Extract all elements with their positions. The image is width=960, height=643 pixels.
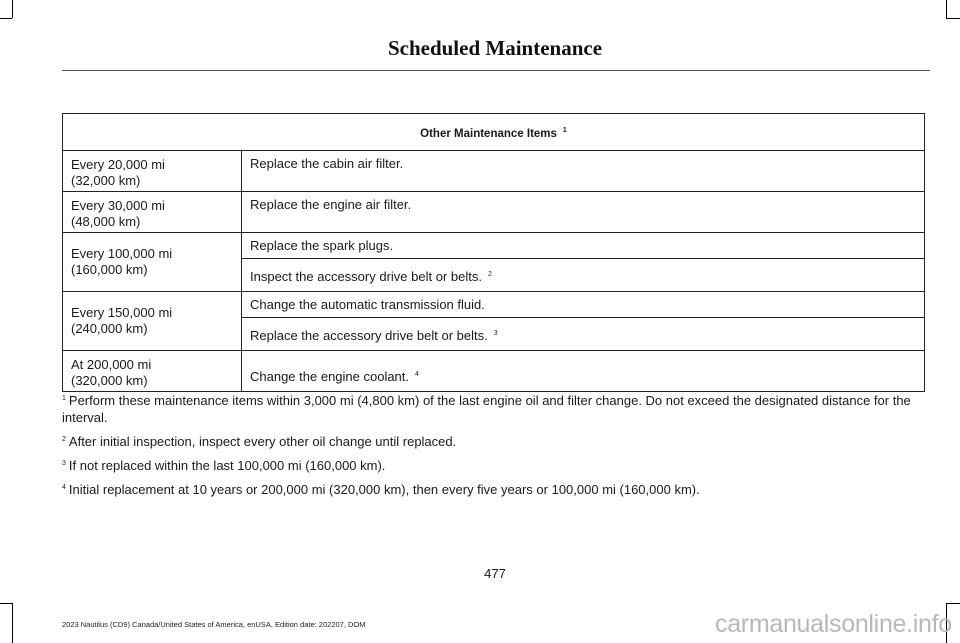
action-cell — [242, 259, 925, 292]
footnotes — [62, 392, 928, 505]
table-row — [63, 351, 925, 392]
interval-km: (320,000 km) — [71, 373, 148, 388]
interval-miles: At 200,000 mi — [71, 357, 152, 372]
footnote-ref: 1 — [562, 127, 567, 135]
crop-mark — [946, 603, 960, 604]
page-title: Scheduled Maintenance — [387, 36, 603, 60]
footnote-mark: 4 — [62, 483, 66, 491]
footnote-mark: 1 — [62, 394, 66, 402]
interval-miles: Every 20,000 mi — [71, 157, 165, 172]
footnote-text: Initial replacement at 10 years or 200,000 mi (320,000 km), then every five years or 100,000 mi (160,000 km). — [68, 482, 700, 497]
interval-km: (240,000 km) — [71, 321, 148, 336]
footnote-mark: 2 — [62, 435, 66, 443]
footnote — [62, 457, 928, 474]
footnote-mark: 3 — [62, 459, 66, 467]
header-divider — [62, 70, 930, 71]
crop-mark — [12, 0, 13, 18]
action-text: Replace the cabin air filter. — [250, 156, 404, 171]
action-cell — [242, 351, 925, 392]
interval-cell — [63, 192, 242, 233]
table-caption-text: Other Maintenance Items — [420, 128, 557, 140]
footnote-text: After initial inspection, inspect every other oil change until replaced. — [68, 434, 457, 449]
footnote — [62, 392, 928, 426]
crop-mark — [12, 603, 13, 643]
crop-mark — [0, 18, 12, 19]
footnote-ref: 4 — [415, 370, 419, 378]
footnote-ref: 3 — [493, 329, 498, 337]
interval-miles: Every 100,000 mi — [71, 246, 173, 261]
table-row — [63, 151, 925, 192]
footnote-text: Perform these maintenance items within 3,000 mi (4,800 km) of the last engine oil and filter change. Do not exceed the designated distance for the interval. — [62, 393, 911, 425]
page-number: 477 — [484, 566, 506, 581]
footnote-ref: 2 — [487, 270, 492, 278]
action-cell — [242, 318, 925, 351]
edition-info: 2023 Nautilus (CD9) Canada/United States of America, enUSA, Edition date: 202207, DOM — [62, 620, 366, 629]
table-row — [63, 292, 925, 318]
interval-miles: Every 30,000 mi — [71, 198, 165, 213]
interval-cell — [63, 151, 242, 192]
interval-km: (48,000 km) — [71, 214, 141, 229]
interval-km: (160,000 km) — [71, 262, 148, 277]
maintenance-table — [62, 113, 925, 392]
footnote-text: If not replaced within the last 100,000 mi (160,000 km). — [68, 458, 386, 473]
crop-mark — [946, 18, 960, 19]
table-row — [63, 233, 925, 259]
action-cell — [242, 292, 925, 318]
interval-cell — [63, 233, 242, 292]
action-cell — [242, 192, 925, 233]
table-caption-row — [63, 114, 925, 151]
action-text: Replace the spark plugs. — [250, 238, 394, 253]
action-cell — [242, 151, 925, 192]
interval-km: (32,000 km) — [71, 173, 141, 188]
table-caption — [63, 114, 925, 151]
action-text: Replace the accessory drive belt or belts. — [250, 328, 488, 343]
action-cell — [242, 233, 925, 259]
watermark: carmanualsonline.info — [715, 610, 952, 638]
footnote — [62, 481, 928, 498]
interval-cell — [63, 351, 242, 392]
action-text: Change the automatic transmission fluid. — [250, 297, 485, 312]
footnote — [62, 433, 928, 450]
table-row — [63, 192, 925, 233]
crop-mark — [946, 0, 947, 18]
action-text: Replace the engine air filter. — [250, 197, 412, 212]
crop-mark — [0, 603, 12, 604]
interval-miles: Every 150,000 mi — [71, 305, 173, 320]
interval-cell — [63, 292, 242, 351]
action-text: Change the engine coolant. — [250, 369, 410, 384]
action-text: Inspect the accessory drive belt or belts. — [250, 269, 482, 284]
